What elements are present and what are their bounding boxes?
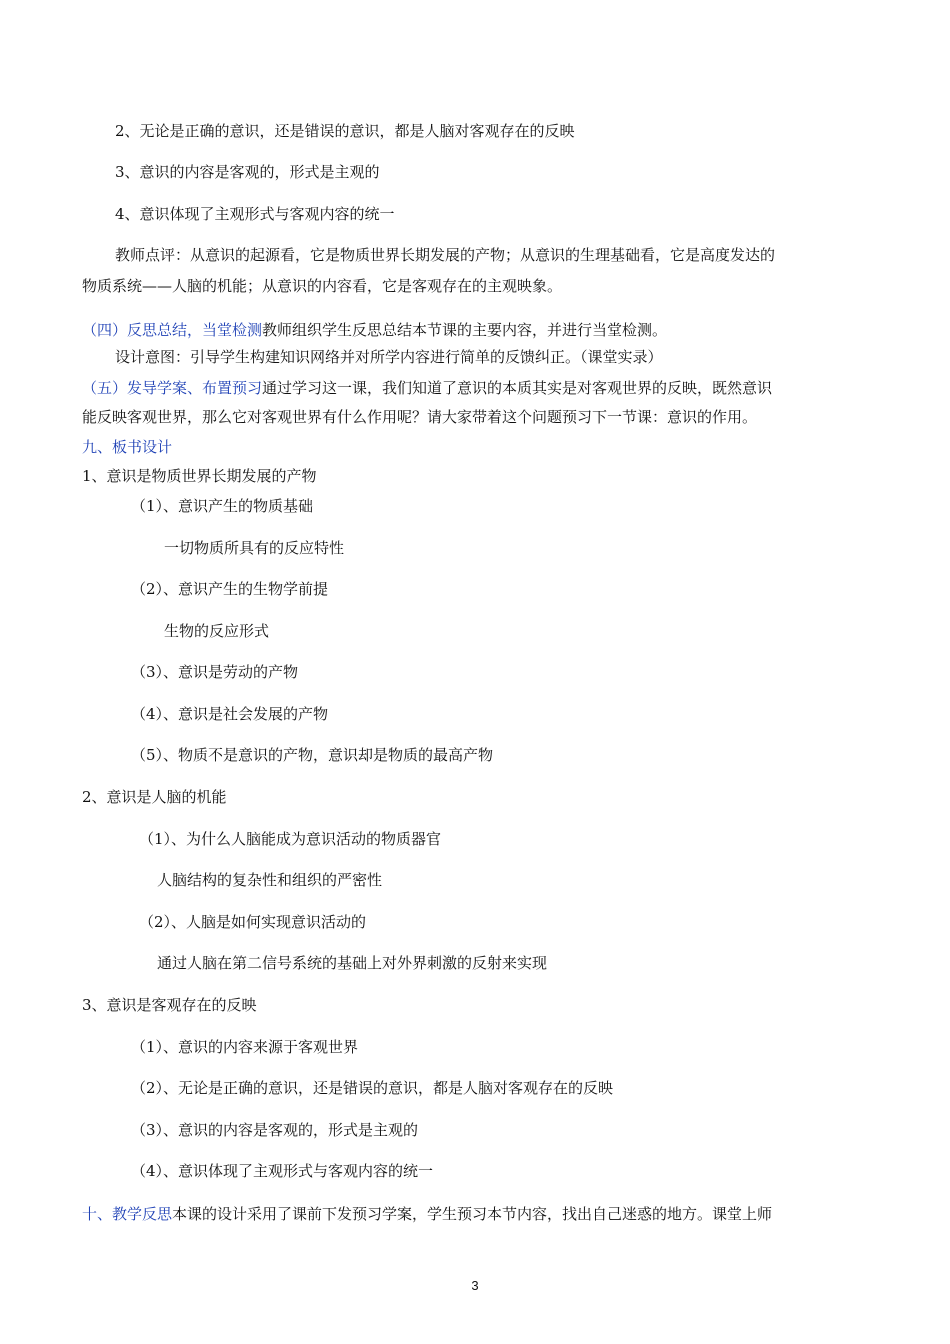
board-part-1-item: （3）、意识是劳动的产物 [131,663,299,681]
point-2: 2、无论是正确的意识，还是错误的意识，都是人脑对客观存在的反映 [115,122,575,140]
section-4-paragraph [82,320,667,340]
board-part-3-item: （3）、意识的内容是客观的，形式是主观的 [131,1121,419,1139]
reflection-heading: 十、教学反思 [82,1205,173,1223]
section-5-heading: （五）发导学案、布置预习 [82,379,263,397]
reflection-paragraph [82,1204,772,1224]
section-4-heading: （四）反思总结，当堂检测 [82,321,263,339]
section-4-design-intent: 设计意图：引导学生构建知识网络并对所学内容进行简单的反馈纠正。（课堂实录） [115,348,663,366]
board-part-1-title: 1、意识是物质世界长期发展的产物 [82,467,317,485]
teacher-comment-line1: 教师点评：从意识的起源看，它是物质世界长期发展的产物；从意识的生理基础看，它是高度发达的 [115,246,776,264]
board-part-1-item: 生物的反应形式 [164,622,270,640]
point-4: 4、意识体现了主观形式与客观内容的统一 [115,205,395,223]
reflection-text: 本课的设计采用了课前下发预习学案，学生预习本节内容，找出自己迷惑的地方。课堂上师 [172,1205,773,1223]
section-5-text-line1: 通过学习这一课，我们知道了意识的本质其实是对客观世界的反映，既然意识 [262,379,773,397]
point-3: 3、意识的内容是客观的，形式是主观的 [115,163,380,181]
board-part-1-item: （2）、意识产生的生物学前提 [131,580,329,598]
board-part-2-item: 通过人脑在第二信号系统的基础上对外界刺激的反射来实现 [157,954,548,972]
board-part-1-item: 一切物质所具有的反应特性 [164,539,345,557]
board-part-3-title: 3、意识是客观存在的反映 [82,996,257,1014]
board-design-heading: 九、板书设计 [82,438,173,456]
section-5-text-line2: 能反映客观世界，那么它对客观世界有什么作用呢？请大家带着这个问题预习下一节课：意识的作用。 [82,408,758,426]
teacher-comment-line2: 物质系统——人脑的机能；从意识的内容看，它是客观存在的主观映象。 [82,277,563,295]
board-part-3-item: （1）、意识的内容来源于客观世界 [131,1038,359,1056]
page-number: 3 [471,1278,479,1293]
board-part-1-item: （5）、物质不是意识的产物，意识却是物质的最高产物 [131,746,494,764]
board-part-1-item: （1）、意识产生的物质基础 [131,497,314,515]
board-part-2-item: （2）、人脑是如何实现意识活动的 [139,913,367,931]
board-part-2-item: 人脑结构的复杂性和组织的严密性 [157,871,383,889]
board-part-3-item: （2）、无论是正确的意识，还是错误的意识，都是人脑对客观存在的反映 [131,1079,614,1097]
board-part-1-item: （4）、意识是社会发展的产物 [131,705,329,723]
board-part-3-item: （4）、意识体现了主观形式与客观内容的统一 [131,1162,434,1180]
board-part-2-title: 2、意识是人脑的机能 [82,788,227,806]
board-part-2-item: （1）、为什么人脑能成为意识活动的物质器官 [139,830,442,848]
section-5-paragraph [82,378,772,398]
section-4-text: 教师组织学生反思总结本节课的主要内容，并进行当堂检测。 [262,321,668,339]
